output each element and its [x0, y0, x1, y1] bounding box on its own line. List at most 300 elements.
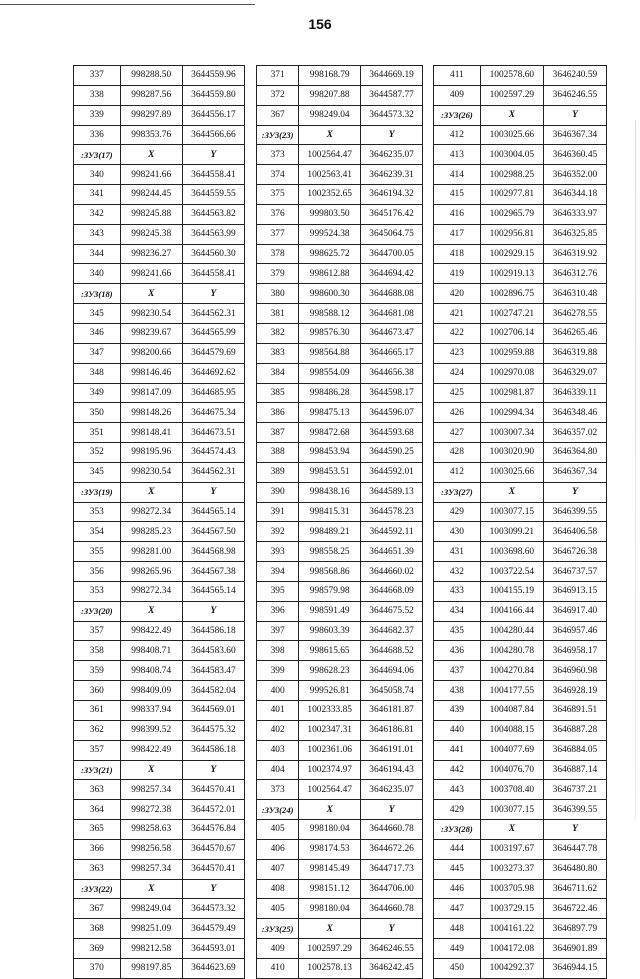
x-coordinate: 998180.04 — [299, 820, 361, 840]
y-coordinate: 3644665.17 — [361, 343, 423, 363]
table-row — [257, 760, 423, 780]
x-coordinate: 1004177.55 — [480, 681, 543, 701]
axis-label: Y — [182, 760, 244, 780]
x-coordinate: 998353.76 — [120, 125, 182, 145]
y-coordinate: 3644717.73 — [361, 859, 423, 879]
point-number: 419 — [434, 264, 481, 284]
y-coordinate: 3644672.26 — [361, 839, 423, 859]
point-number: 411 — [434, 66, 481, 86]
table-row — [434, 879, 607, 899]
table-row — [434, 681, 607, 701]
table-row — [434, 403, 607, 423]
point-number: 390 — [257, 482, 299, 502]
x-coordinate: 998148.41 — [120, 423, 182, 443]
x-coordinate: 1003273.37 — [480, 859, 543, 879]
table-row — [74, 800, 245, 820]
point-number: 371 — [257, 66, 299, 86]
table-row — [257, 958, 423, 978]
y-coordinate: 3644673.47 — [361, 323, 423, 343]
table-row — [434, 185, 607, 205]
point-number: 356 — [74, 562, 121, 582]
x-coordinate: 1002563.41 — [299, 165, 361, 185]
point-number: 346 — [74, 323, 121, 343]
table-row — [74, 383, 245, 403]
axis-label: X — [480, 482, 543, 502]
point-number: 449 — [434, 939, 481, 959]
x-coordinate: 998257.34 — [120, 859, 182, 879]
table-row — [74, 66, 245, 86]
y-coordinate: 3646364.80 — [543, 443, 606, 463]
y-coordinate: 3646360.45 — [543, 145, 606, 165]
table-row — [434, 304, 607, 324]
y-coordinate: 3644558.41 — [182, 264, 244, 284]
x-coordinate: 1004087.84 — [480, 701, 543, 721]
y-coordinate: 3644587.77 — [361, 85, 423, 105]
parcel-header-row — [74, 284, 245, 304]
x-coordinate: 998148.26 — [120, 403, 182, 423]
y-coordinate: 3644675.52 — [361, 601, 423, 621]
point-number: 439 — [434, 701, 481, 721]
y-coordinate: 3644656.38 — [361, 363, 423, 383]
table-row — [434, 363, 607, 383]
axis-label: X — [120, 284, 182, 304]
table-row — [257, 304, 423, 324]
point-number: 392 — [257, 522, 299, 542]
point-number: 438 — [434, 681, 481, 701]
table-row — [257, 165, 423, 185]
y-coordinate: 3646447.78 — [543, 839, 606, 859]
x-coordinate: 1002981.87 — [480, 383, 543, 403]
point-number: 391 — [257, 502, 299, 522]
point-number: 398 — [257, 641, 299, 661]
point-number: 402 — [257, 720, 299, 740]
table-row — [257, 740, 423, 760]
point-number: 355 — [74, 542, 121, 562]
table-row — [257, 939, 423, 959]
table-row — [434, 462, 607, 482]
table-row — [434, 66, 607, 86]
point-number: 369 — [74, 939, 121, 959]
table-row — [74, 304, 245, 324]
x-coordinate: 998249.04 — [120, 899, 182, 919]
y-coordinate: 3644578.23 — [361, 502, 423, 522]
y-coordinate: 3646897.79 — [543, 919, 606, 939]
point-number: 406 — [257, 839, 299, 859]
table-row — [257, 542, 423, 562]
table-row — [74, 562, 245, 582]
page-number: 156 — [308, 16, 332, 32]
y-coordinate: 3644592.01 — [361, 462, 423, 482]
y-coordinate: 3644559.96 — [182, 66, 244, 86]
x-coordinate: 998236.27 — [120, 244, 182, 264]
x-coordinate: 1002352.65 — [299, 185, 361, 205]
point-number: 396 — [257, 601, 299, 621]
point-number: 337 — [74, 66, 121, 86]
axis-label: Y — [361, 125, 423, 145]
y-coordinate: 3644558.41 — [182, 165, 244, 185]
table-row — [74, 423, 245, 443]
y-coordinate: 3644593.01 — [182, 939, 244, 959]
parcel-label: :ЗУ3(17) — [74, 145, 121, 165]
point-number: 353 — [74, 581, 121, 601]
y-coordinate: 3646944.15 — [543, 958, 606, 978]
table-row — [74, 224, 245, 244]
table-row — [434, 740, 607, 760]
y-coordinate: 3644675.34 — [182, 403, 244, 423]
y-coordinate: 3644700.05 — [361, 244, 423, 264]
y-coordinate: 3644570.67 — [182, 839, 244, 859]
table-row — [74, 125, 245, 145]
x-coordinate: 1004155.19 — [480, 581, 543, 601]
point-number: 349 — [74, 383, 121, 403]
scan-edge-mark — [635, 120, 636, 820]
y-coordinate: 3644567.50 — [182, 522, 244, 542]
y-coordinate: 3646891.51 — [543, 701, 606, 721]
table-row — [74, 581, 245, 601]
x-coordinate: 998230.54 — [120, 304, 182, 324]
point-number: 394 — [257, 562, 299, 582]
y-coordinate: 3646737.57 — [543, 562, 606, 582]
x-coordinate: 1002956.81 — [480, 224, 543, 244]
y-coordinate: 3646240.59 — [543, 66, 606, 86]
table-row — [434, 244, 607, 264]
parcel-label: :ЗУ3(21) — [74, 760, 121, 780]
x-coordinate: 998422.49 — [120, 740, 182, 760]
y-coordinate: 3644575.32 — [182, 720, 244, 740]
table-row — [74, 185, 245, 205]
point-number: 429 — [434, 800, 481, 820]
x-coordinate: 998600.30 — [299, 284, 361, 304]
y-coordinate: 3646928.19 — [543, 681, 606, 701]
parcel-header-row — [434, 820, 607, 840]
x-coordinate: 998257.34 — [120, 780, 182, 800]
x-coordinate: 998408.71 — [120, 641, 182, 661]
x-coordinate: 999526.81 — [299, 681, 361, 701]
table-row — [257, 502, 423, 522]
x-coordinate: 1004088.15 — [480, 720, 543, 740]
table-row — [74, 462, 245, 482]
y-coordinate: 3644562.31 — [182, 304, 244, 324]
x-coordinate: 1002564.47 — [299, 145, 361, 165]
point-number: 433 — [434, 581, 481, 601]
table-row — [257, 701, 423, 721]
parcel-label: :ЗУ3(25) — [257, 919, 299, 939]
y-coordinate: 3644660.78 — [361, 899, 423, 919]
y-coordinate: 3644565.14 — [182, 502, 244, 522]
point-number: 358 — [74, 641, 121, 661]
table-row — [257, 264, 423, 284]
point-number: 379 — [257, 264, 299, 284]
y-coordinate: 3646726.38 — [543, 542, 606, 562]
x-coordinate: 1004280.44 — [480, 621, 543, 641]
x-coordinate: 1004270.84 — [480, 661, 543, 681]
y-coordinate: 3645176.42 — [361, 204, 423, 224]
table-row — [257, 284, 423, 304]
parcel-label: :ЗУ3(18) — [74, 284, 121, 304]
point-number: 365 — [74, 820, 121, 840]
table-row — [434, 701, 607, 721]
table-row — [434, 423, 607, 443]
table-row — [434, 899, 607, 919]
x-coordinate: 998564.88 — [299, 343, 361, 363]
y-coordinate: 3644586.18 — [182, 740, 244, 760]
x-coordinate: 1002578.13 — [299, 958, 361, 978]
x-coordinate: 1003722.54 — [480, 562, 543, 582]
point-number: 448 — [434, 919, 481, 939]
y-coordinate: 3644574.43 — [182, 443, 244, 463]
table-row — [257, 820, 423, 840]
coordinates-table-middle — [256, 65, 423, 979]
table-row — [257, 621, 423, 641]
x-coordinate: 998558.25 — [299, 542, 361, 562]
parcel-header-row — [257, 125, 423, 145]
y-coordinate: 3646194.32 — [361, 185, 423, 205]
point-number: 342 — [74, 204, 121, 224]
y-coordinate: 3646480.80 — [543, 859, 606, 879]
table-row — [257, 859, 423, 879]
x-coordinate: 1004077.69 — [480, 740, 543, 760]
point-number: 362 — [74, 720, 121, 740]
table-row — [257, 462, 423, 482]
point-number: 403 — [257, 740, 299, 760]
y-coordinate: 3646357.02 — [543, 423, 606, 443]
table-row — [257, 641, 423, 661]
y-coordinate: 3644682.37 — [361, 621, 423, 641]
y-coordinate: 3646884.05 — [543, 740, 606, 760]
x-coordinate: 1003025.66 — [480, 462, 543, 482]
y-coordinate: 3646344.18 — [543, 185, 606, 205]
point-number: 443 — [434, 780, 481, 800]
y-coordinate: 3644668.09 — [361, 581, 423, 601]
table-row — [74, 720, 245, 740]
table-row — [434, 343, 607, 363]
point-number: 407 — [257, 859, 299, 879]
y-coordinate: 3646711.62 — [543, 879, 606, 899]
point-number: 447 — [434, 899, 481, 919]
y-coordinate: 3646319.92 — [543, 244, 606, 264]
x-coordinate: 998453.51 — [299, 462, 361, 482]
point-number: 374 — [257, 165, 299, 185]
x-coordinate: 998249.04 — [299, 105, 361, 125]
x-coordinate: 1003004.05 — [480, 145, 543, 165]
x-coordinate: 998244.45 — [120, 185, 182, 205]
x-coordinate: 1002965.79 — [480, 204, 543, 224]
table-row — [257, 423, 423, 443]
table-row — [74, 443, 245, 463]
table-row — [434, 919, 607, 939]
y-coordinate: 3644562.31 — [182, 462, 244, 482]
point-number: 434 — [434, 601, 481, 621]
x-coordinate: 1004172.08 — [480, 939, 543, 959]
x-coordinate: 1002994.34 — [480, 403, 543, 423]
point-number: 343 — [74, 224, 121, 244]
parcel-header-row — [74, 482, 245, 502]
point-number: 405 — [257, 820, 299, 840]
axis-label: Y — [361, 800, 423, 820]
x-coordinate: 998422.49 — [120, 621, 182, 641]
table-row — [257, 443, 423, 463]
point-number: 385 — [257, 383, 299, 403]
table-row — [74, 502, 245, 522]
point-number: 368 — [74, 919, 121, 939]
y-coordinate: 3644685.95 — [182, 383, 244, 403]
x-coordinate: 1002333.85 — [299, 701, 361, 721]
table-row — [74, 105, 245, 125]
x-coordinate: 1002747.21 — [480, 304, 543, 324]
table-row — [257, 879, 423, 899]
x-coordinate: 998615.65 — [299, 641, 361, 661]
point-number: 357 — [74, 621, 121, 641]
x-coordinate: 998475.13 — [299, 403, 361, 423]
y-coordinate: 3644681.08 — [361, 304, 423, 324]
y-coordinate: 3646917.40 — [543, 601, 606, 621]
table-row — [74, 204, 245, 224]
table-row — [74, 859, 245, 879]
y-coordinate: 3646278.55 — [543, 304, 606, 324]
y-coordinate: 3644565.99 — [182, 323, 244, 343]
y-coordinate: 3644559.55 — [182, 185, 244, 205]
table-row — [257, 839, 423, 859]
coordinates-table-right — [433, 65, 607, 979]
y-coordinate: 3646191.01 — [361, 740, 423, 760]
table-row — [74, 522, 245, 542]
x-coordinate: 998438.16 — [299, 482, 361, 502]
x-coordinate: 1002706.14 — [480, 323, 543, 343]
table-row — [74, 919, 245, 939]
x-coordinate: 1002564.47 — [299, 780, 361, 800]
table-row — [257, 383, 423, 403]
x-coordinate: 998554.09 — [299, 363, 361, 383]
y-coordinate: 3644596.07 — [361, 403, 423, 423]
x-coordinate: 1003020.90 — [480, 443, 543, 463]
x-coordinate: 1002374.97 — [299, 760, 361, 780]
x-coordinate: 998603.39 — [299, 621, 361, 641]
point-number: 414 — [434, 165, 481, 185]
parcel-label: :ЗУ3(19) — [74, 482, 121, 502]
y-coordinate: 3645058.74 — [361, 681, 423, 701]
x-coordinate: 1002578.60 — [480, 66, 543, 86]
point-number: 340 — [74, 264, 121, 284]
table-row — [434, 581, 607, 601]
table-row — [74, 820, 245, 840]
point-number: 345 — [74, 462, 121, 482]
point-number: 440 — [434, 720, 481, 740]
x-coordinate: 1003197.67 — [480, 839, 543, 859]
point-number: 348 — [74, 363, 121, 383]
y-coordinate: 3644673.51 — [182, 423, 244, 443]
y-coordinate: 3644688.08 — [361, 284, 423, 304]
x-coordinate: 998180.04 — [299, 899, 361, 919]
axis-label: X — [299, 919, 361, 939]
x-coordinate: 1002977.81 — [480, 185, 543, 205]
coordinates-table-left — [73, 65, 245, 979]
y-coordinate: 3644586.18 — [182, 621, 244, 641]
x-coordinate: 999524.38 — [299, 224, 361, 244]
point-number: 350 — [74, 403, 121, 423]
axis-label: X — [480, 820, 543, 840]
axis-label: Y — [182, 879, 244, 899]
table-row — [434, 264, 607, 284]
point-number: 388 — [257, 443, 299, 463]
point-number: 432 — [434, 562, 481, 582]
point-number: 409 — [257, 939, 299, 959]
table-row — [434, 125, 607, 145]
table-row — [74, 363, 245, 383]
y-coordinate: 3644579.49 — [182, 919, 244, 939]
y-coordinate: 3646399.55 — [543, 800, 606, 820]
y-coordinate: 3646737.21 — [543, 780, 606, 800]
x-coordinate: 998147.09 — [120, 383, 182, 403]
point-number: 420 — [434, 284, 481, 304]
point-number: 445 — [434, 859, 481, 879]
x-coordinate: 1003698.60 — [480, 542, 543, 562]
x-coordinate: 998399.52 — [120, 720, 182, 740]
x-coordinate: 998195.96 — [120, 443, 182, 463]
x-coordinate: 998628.23 — [299, 661, 361, 681]
x-coordinate: 998612.88 — [299, 264, 361, 284]
y-coordinate: 3646246.55 — [543, 85, 606, 105]
point-number: 397 — [257, 621, 299, 641]
parcel-label: :ЗУ3(24) — [257, 800, 299, 820]
x-coordinate: 998591.49 — [299, 601, 361, 621]
table-row — [257, 581, 423, 601]
x-coordinate: 1002959.88 — [480, 343, 543, 363]
y-coordinate: 3646901.89 — [543, 939, 606, 959]
table-row — [257, 224, 423, 244]
table-row — [434, 780, 607, 800]
table-row — [74, 661, 245, 681]
point-number: 359 — [74, 661, 121, 681]
y-coordinate: 3646722.46 — [543, 899, 606, 919]
y-coordinate: 3644692.62 — [182, 363, 244, 383]
point-number: 408 — [257, 879, 299, 899]
y-coordinate: 3644593.68 — [361, 423, 423, 443]
x-coordinate: 1003077.15 — [480, 800, 543, 820]
x-coordinate: 1002970.08 — [480, 363, 543, 383]
point-number: 353 — [74, 502, 121, 522]
x-coordinate: 998241.66 — [120, 264, 182, 284]
table-row — [257, 681, 423, 701]
point-number: 427 — [434, 423, 481, 443]
x-coordinate: 998415.31 — [299, 502, 361, 522]
parcel-header-row — [434, 105, 607, 125]
x-coordinate: 1004280.78 — [480, 641, 543, 661]
table-row — [434, 502, 607, 522]
point-number: 415 — [434, 185, 481, 205]
point-number: 395 — [257, 581, 299, 601]
x-coordinate: 1002988.25 — [480, 165, 543, 185]
y-coordinate: 3644556.17 — [182, 105, 244, 125]
y-coordinate: 3646339.11 — [543, 383, 606, 403]
y-coordinate: 3646239.31 — [361, 165, 423, 185]
point-number: 446 — [434, 879, 481, 899]
point-number: 389 — [257, 462, 299, 482]
table-row — [257, 185, 423, 205]
point-number: 347 — [74, 343, 121, 363]
table-row — [434, 443, 607, 463]
y-coordinate: 3646235.07 — [361, 145, 423, 165]
point-number: 375 — [257, 185, 299, 205]
point-number: 412 — [434, 462, 481, 482]
x-coordinate: 998239.67 — [120, 323, 182, 343]
table-row — [434, 383, 607, 403]
top-rule — [0, 4, 255, 5]
x-coordinate: 998297.89 — [120, 105, 182, 125]
x-coordinate: 1003099.21 — [480, 522, 543, 542]
x-coordinate: 1003729.15 — [480, 899, 543, 919]
parcel-header-row — [74, 145, 245, 165]
x-coordinate: 998151.12 — [299, 879, 361, 899]
